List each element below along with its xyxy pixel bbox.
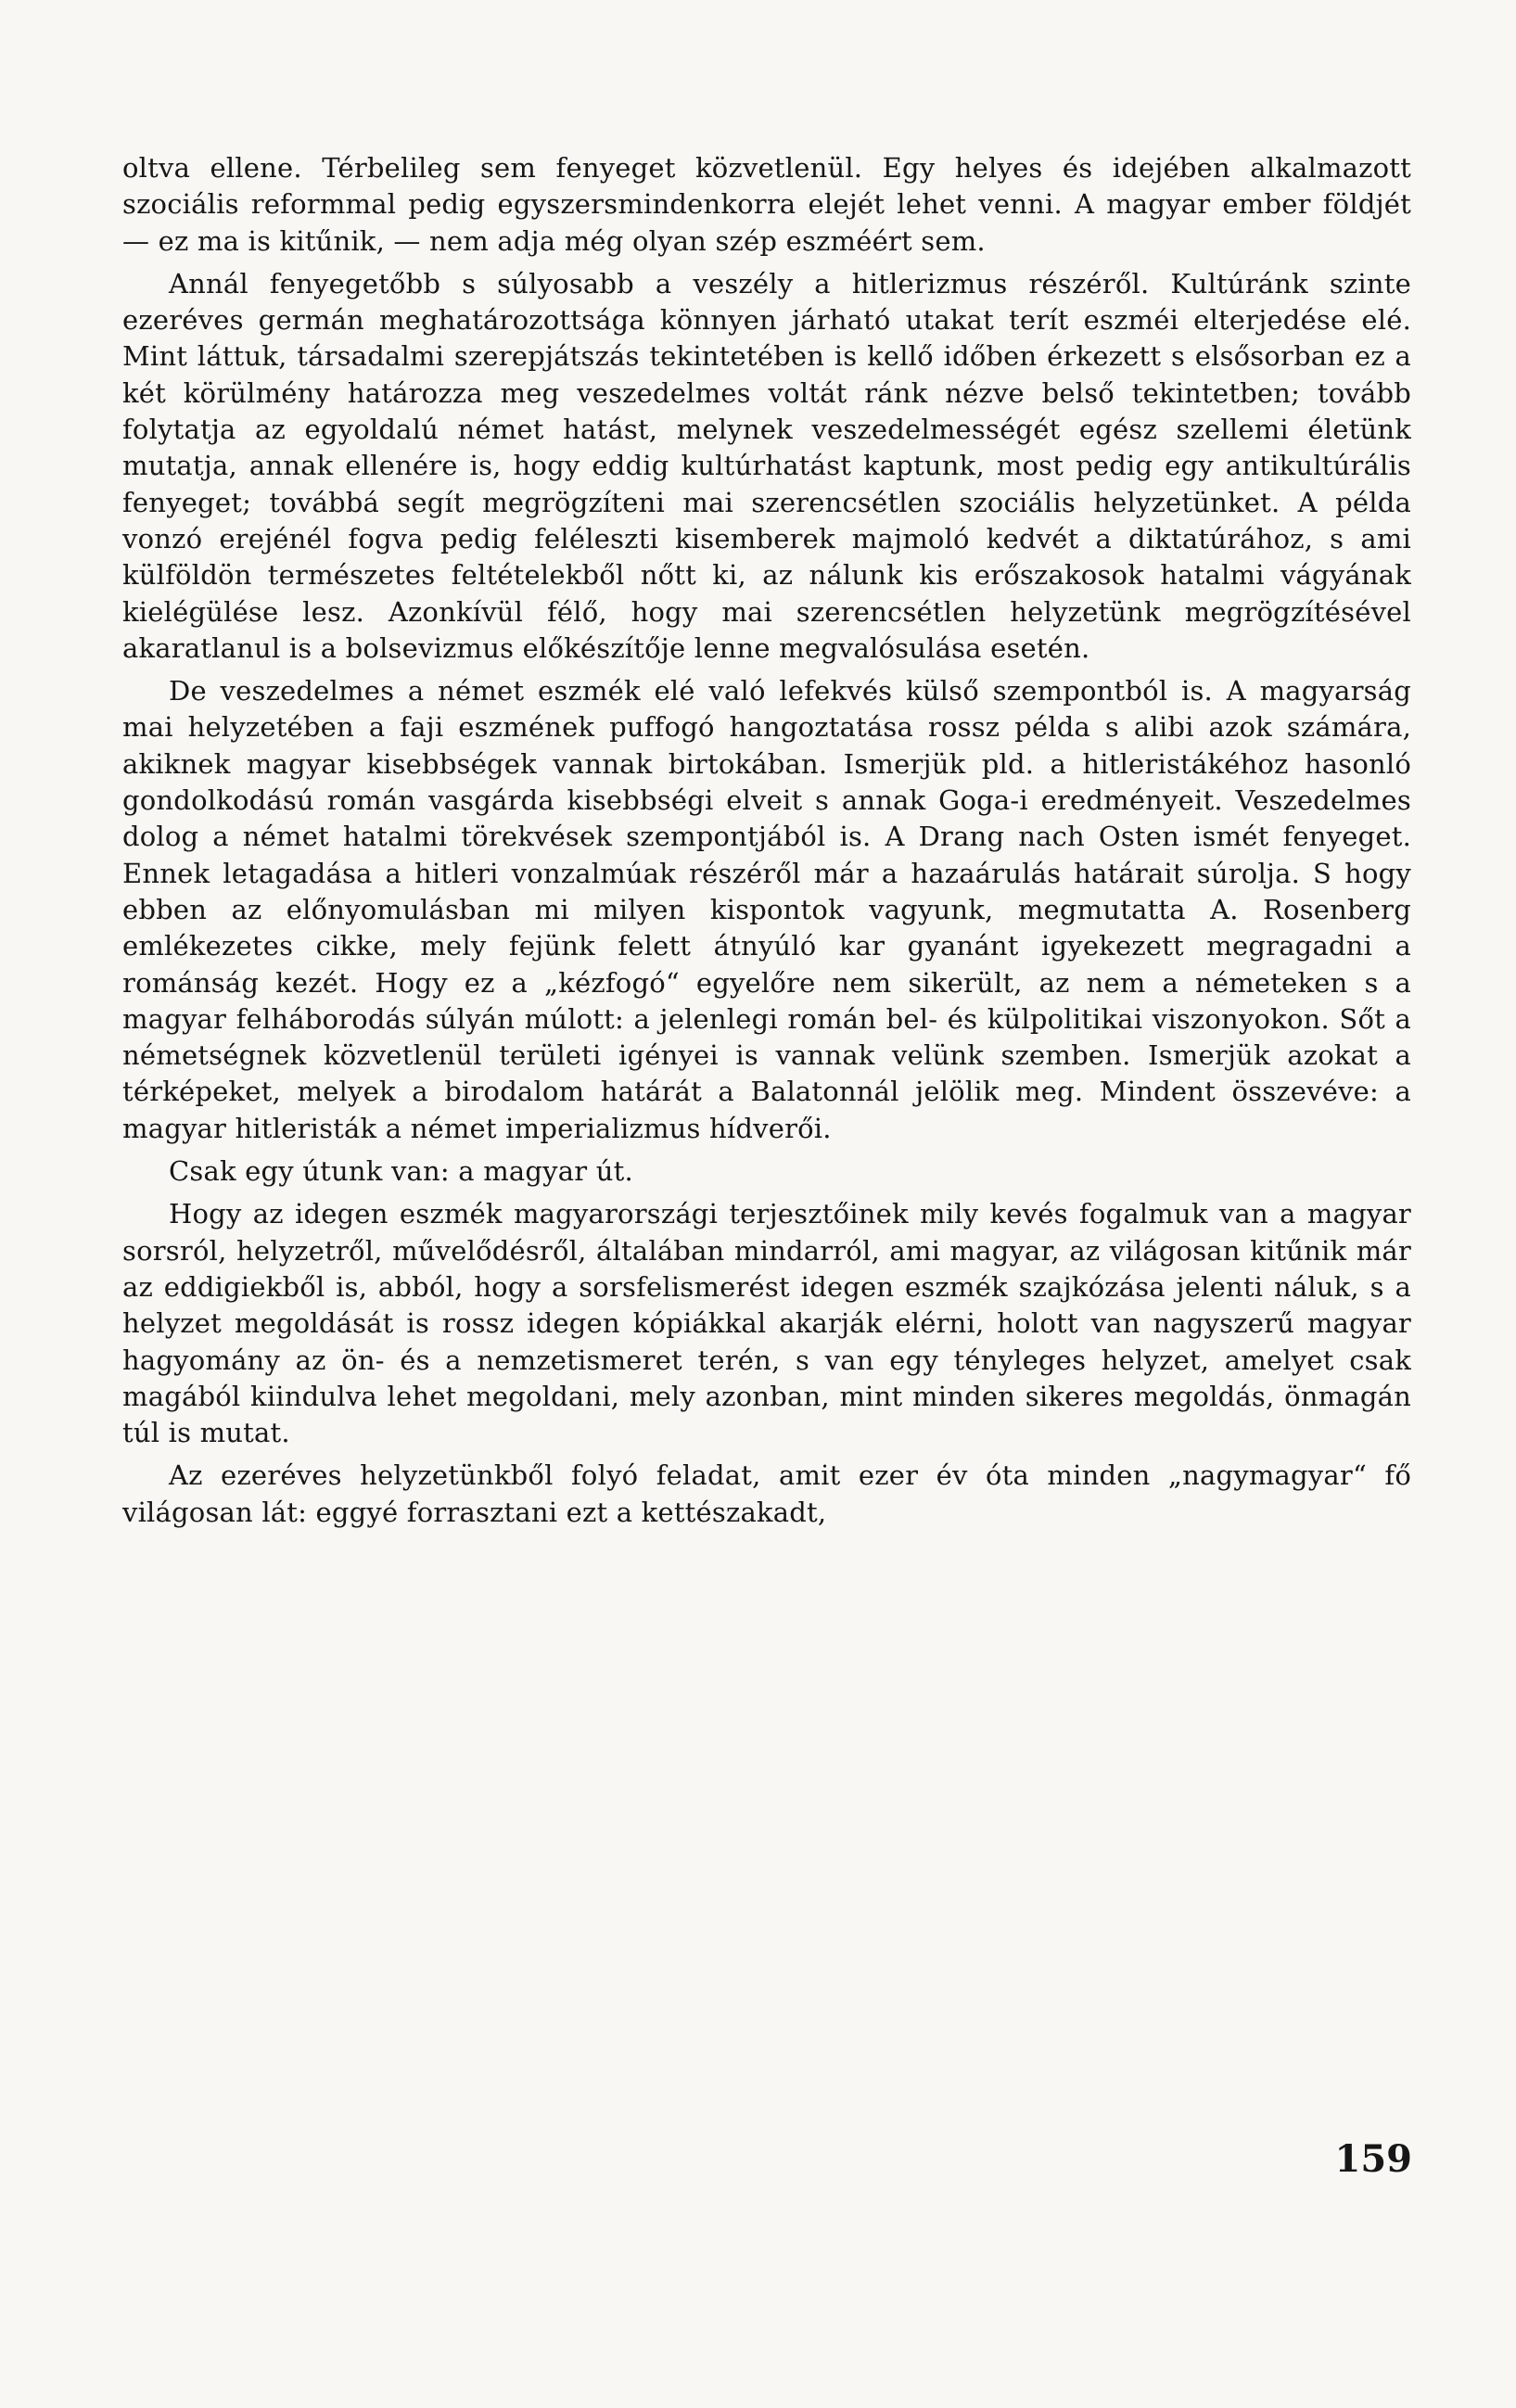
body-text (122, 150, 1411, 1531)
paragraph: Hogy az idegen eszmék magyarországi terjesztőinek mily kevés fogalmuk van a magyar sorsról, helyzetről, művelődésről, általában mindarról, ami magyar, az világosan kitűnik már az eddigiekből is, abból, hogy a sorsfelismerést idegen eszmék szajkózása jelenti náluk, s a helyzet megoldását is rossz idegen kópiákkal akarják elérni, holott van nagyszerű magyar hagyomány az ön- és a nemzetismeret terén, s van egy tényleges helyzet, amelyet csak magából kiindulva lehet megoldani, mely azonban, mint minden sikeres megoldás, önmagán túl is mutat. (122, 1198, 1411, 1449)
paragraph: Annál fenyegetőbb s súlyosabb a veszély a hitlerizmus részéről. Kultúránk szinte ezeréves germán meghatározottsága könnyen járható utakat terít eszméi elterjedése elé. Mint láttuk, társadalmi szerepjátszás tekintetében is kellő időben érkezett s elsősorban ez a két körülmény határozza meg veszedelmes voltát ránk nézve belső tekintetben; tovább folytatja az egyoldalú német hatást, melynek veszedelmességét egész szellemi életünk mutatja, annak ellenére is, hogy eddig kultúrhatást kaptunk, most pedig egy antikultúrális fenyeget; továbbá segít megrögzíteni mai szerencsétlen szociális helyzetünket. A példa vonzó erejénél fogva pedig feléleszti kisemberek majmoló kedvét a diktatúrához, s ami külföldön természetes feltételekből nőtt ki, az nálunk kis erőszakosok hatalmi vágyának kielégülése lesz. Azonkívül félő, hogy mai szerencsétlen helyzetünk megrögzítésével akaratlanul is a bolsevizmus előkészítője lenne megvalósulása esetén. (122, 267, 1411, 664)
paragraph: De veszedelmes a német eszmék elé való lefekvés külső szempontból is. A magyarság mai helyzetében a faji eszmének puffogó hangoztatása rossz példa s alibi azok számára, akiknek magyar kisebbségek vannak birtokában. Ismerjük pld. a hitleristákéhoz hasonló gondolkodású román vasgárda kisebbségi elveit s annak Goga-i eredményeit. Veszedelmes dolog a német hatalmi törekvések szempontjából is. A Drang nach Osten ismét fenyeget. Ennek letagadása a hitleri vonzalmúak részéről már a hazaárulás határait súrolja. S hogy ebben az előnyomulásban mi milyen kispontok vagyunk, megmutatta A. Rosenberg emlékezetes cikke, mely fejünk felett átnyúló kar gyanánt igyekezett megragadni a románság kezét. Hogy ez a „kézfogó“ egyelőre nem sikerült, az nem a németeken s a magyar felháborodás súlyán múlott: a jelenlegi román bel- és külpolitikai viszonyokon. Sőt a németségnek közvetlenül területi igényei is vannak velünk szemben. Ismerjük azokat a térképeket, melyek a birodalom határát a Balatonnál jelölik meg. Mindent összevéve: a magyar hitleristák a német imperializmus hídverői. (122, 675, 1411, 1144)
page-number: 159 (1334, 2137, 1412, 2181)
paragraph: oltva ellene. Térbelileg sem fenyeget közvetlenül. Egy helyes és idejében alkalmazott szociális reformmal pedig egyszersmindenkorra elejét lehet venni. A magyar ember földjét — ez ma is kitűnik, — nem adja még olyan szép eszméért sem. (122, 152, 1411, 257)
paragraph: Az ezeréves helyzetünkből folyó feladat, amit ezer év óta minden „nagymagyar“ fő világosan lát: eggyé forrasztani ezt a kettészakadt, (122, 1459, 1411, 1528)
paragraph: Csak egy útunk van: a magyar út. (169, 1155, 633, 1188)
